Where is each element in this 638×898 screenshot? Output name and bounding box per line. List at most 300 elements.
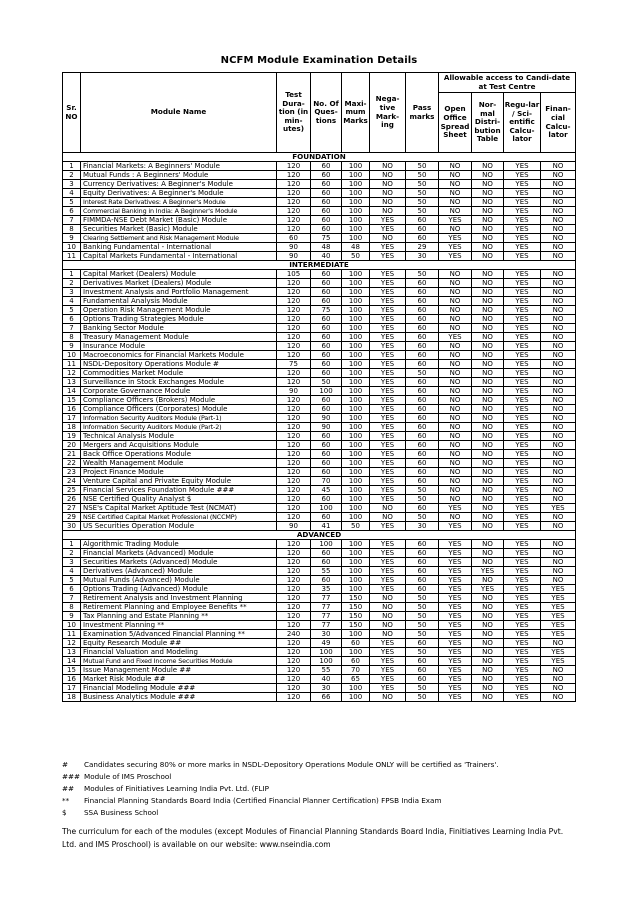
- negative-marking-cell: NO: [370, 234, 406, 243]
- pass-marks-cell: 60: [406, 666, 439, 675]
- normal-table-cell: NO: [472, 648, 504, 657]
- sr-no-cell: 2: [63, 549, 81, 558]
- duration-cell: 120: [277, 306, 311, 315]
- max-marks-cell: 100: [342, 504, 370, 513]
- duration-cell: 120: [277, 657, 311, 666]
- duration-cell: 120: [277, 666, 311, 675]
- sci-calculator-cell: YES: [504, 657, 541, 666]
- duration-cell: 120: [277, 639, 311, 648]
- duration-cell: 90: [277, 522, 311, 531]
- note-text: Candidates securing 80% or more marks in NSDL-Depository Operations Module ONLY will be certified as 'Trainers'.: [84, 760, 499, 769]
- normal-table-cell: NO: [472, 315, 504, 324]
- open-office-cell: NO: [439, 225, 472, 234]
- note-item: [62, 759, 582, 771]
- sr-no-cell: 8: [63, 225, 81, 234]
- table-row: [63, 648, 576, 657]
- table-row: [63, 333, 576, 342]
- open-office-cell: YES: [439, 693, 472, 702]
- sci-calculator-cell: YES: [504, 513, 541, 522]
- max-marks-cell: 60: [342, 639, 370, 648]
- questions-cell: 45: [311, 486, 342, 495]
- duration-cell: 120: [277, 477, 311, 486]
- module-name-cell: Examination 5/Advanced Financial Planning **: [81, 630, 277, 639]
- fin-calculator-cell: YES: [541, 621, 576, 630]
- fin-calculator-cell: NO: [541, 639, 576, 648]
- sr-no-cell: 5: [63, 306, 81, 315]
- module-name-cell: Equity Research Module ##: [81, 639, 277, 648]
- sr-no-cell: 6: [63, 315, 81, 324]
- open-office-cell: YES: [439, 603, 472, 612]
- fin-calculator-cell: YES: [541, 585, 576, 594]
- normal-table-cell: NO: [472, 351, 504, 360]
- questions-cell: 60: [311, 342, 342, 351]
- sci-calculator-cell: YES: [504, 414, 541, 423]
- questions-cell: 77: [311, 603, 342, 612]
- module-name-cell: Insurance Module: [81, 342, 277, 351]
- negative-marking-cell: YES: [370, 549, 406, 558]
- pass-marks-cell: 60: [406, 405, 439, 414]
- negative-marking-cell: NO: [370, 603, 406, 612]
- open-office-cell: YES: [439, 684, 472, 693]
- sci-calculator-cell: YES: [504, 594, 541, 603]
- fin-calculator-cell: NO: [541, 243, 576, 252]
- sci-calculator-cell: YES: [504, 171, 541, 180]
- module-name-cell: Capital Markets Fundamental - International: [81, 252, 277, 261]
- table-row: [63, 180, 576, 189]
- module-name-cell: Derivatives (Advanced) Module: [81, 567, 277, 576]
- negative-marking-cell: YES: [370, 648, 406, 657]
- sr-no-cell: 13: [63, 648, 81, 657]
- fin-calculator-cell: NO: [541, 423, 576, 432]
- negative-marking-cell: YES: [370, 675, 406, 684]
- module-name-cell: Business Analytics Module ###: [81, 693, 277, 702]
- sci-calculator-cell: YES: [504, 180, 541, 189]
- sr-no-cell: 15: [63, 396, 81, 405]
- max-marks-cell: 100: [342, 270, 370, 279]
- table-row: [63, 522, 576, 531]
- pass-marks-cell: 60: [406, 567, 439, 576]
- module-name-cell: Financial Services Foundation Module ###: [81, 486, 277, 495]
- questions-cell: 66: [311, 693, 342, 702]
- questions-cell: 60: [311, 405, 342, 414]
- duration-cell: 120: [277, 342, 311, 351]
- sr-no-cell: 4: [63, 297, 81, 306]
- table-row: [63, 414, 576, 423]
- fin-calculator-cell: YES: [541, 594, 576, 603]
- max-marks-cell: 100: [342, 378, 370, 387]
- duration-cell: 120: [277, 549, 311, 558]
- module-name-cell: Mergers and Acquisitions Module: [81, 441, 277, 450]
- duration-cell: 120: [277, 207, 311, 216]
- sci-calculator-cell: YES: [504, 648, 541, 657]
- pass-marks-cell: 50: [406, 495, 439, 504]
- module-name-cell: Back Office Operations Module: [81, 450, 277, 459]
- fin-calculator-cell: NO: [541, 522, 576, 531]
- normal-table-cell: NO: [472, 441, 504, 450]
- duration-cell: 120: [277, 378, 311, 387]
- sci-calculator-cell: YES: [504, 675, 541, 684]
- duration-cell: 120: [277, 171, 311, 180]
- pass-marks-cell: 50: [406, 603, 439, 612]
- negative-marking-cell: NO: [370, 612, 406, 621]
- fin-calculator-cell: NO: [541, 351, 576, 360]
- module-name-cell: Operation Risk Management Module: [81, 306, 277, 315]
- table-row: [63, 423, 576, 432]
- header-pass: Pass marks: [406, 73, 439, 153]
- questions-cell: 60: [311, 162, 342, 171]
- max-marks-cell: 60: [342, 657, 370, 666]
- sr-no-cell: 1: [63, 270, 81, 279]
- sci-calculator-cell: YES: [504, 459, 541, 468]
- sr-no-cell: 25: [63, 486, 81, 495]
- max-marks-cell: 150: [342, 612, 370, 621]
- fin-calculator-cell: NO: [541, 369, 576, 378]
- duration-cell: 120: [277, 648, 311, 657]
- table-row: [63, 639, 576, 648]
- max-marks-cell: 100: [342, 468, 370, 477]
- module-name-cell: NSE Certified Capital Market Professional (NCCMP): [81, 513, 277, 522]
- questions-cell: 90: [311, 423, 342, 432]
- sci-calculator-cell: YES: [504, 432, 541, 441]
- sci-calculator-cell: YES: [504, 189, 541, 198]
- module-name-cell: Market Risk Module ##: [81, 675, 277, 684]
- negative-marking-cell: YES: [370, 342, 406, 351]
- pass-marks-cell: 60: [406, 351, 439, 360]
- pass-marks-cell: 60: [406, 216, 439, 225]
- sr-no-cell: 11: [63, 252, 81, 261]
- module-name-cell: Compliance Officers (Corporates) Module: [81, 405, 277, 414]
- sci-calculator-cell: YES: [504, 477, 541, 486]
- module-name-cell: Securities Market (Basic) Module: [81, 225, 277, 234]
- table-row: [63, 567, 576, 576]
- pass-marks-cell: 50: [406, 162, 439, 171]
- negative-marking-cell: YES: [370, 540, 406, 549]
- sr-no-cell: 5: [63, 198, 81, 207]
- normal-table-cell: NO: [472, 387, 504, 396]
- max-marks-cell: 100: [342, 630, 370, 639]
- sci-calculator-cell: YES: [504, 225, 541, 234]
- negative-marking-cell: YES: [370, 486, 406, 495]
- normal-table-cell: NO: [472, 549, 504, 558]
- table-row: [63, 675, 576, 684]
- max-marks-cell: 50: [342, 522, 370, 531]
- normal-table-cell: NO: [472, 234, 504, 243]
- duration-cell: 120: [277, 414, 311, 423]
- sr-no-cell: 14: [63, 387, 81, 396]
- questions-cell: 40: [311, 675, 342, 684]
- note-item: [62, 783, 582, 795]
- sr-no-cell: 30: [63, 522, 81, 531]
- sr-no-cell: 9: [63, 612, 81, 621]
- normal-table-cell: NO: [472, 306, 504, 315]
- negative-marking-cell: YES: [370, 666, 406, 675]
- sci-calculator-cell: YES: [504, 630, 541, 639]
- questions-cell: 30: [311, 630, 342, 639]
- sr-no-cell: 17: [63, 684, 81, 693]
- sci-calculator-cell: YES: [504, 450, 541, 459]
- sci-calculator-cell: YES: [504, 297, 541, 306]
- normal-table-cell: NO: [472, 414, 504, 423]
- duration-cell: 120: [277, 684, 311, 693]
- max-marks-cell: 100: [342, 414, 370, 423]
- normal-table-cell: NO: [472, 459, 504, 468]
- max-marks-cell: 100: [342, 558, 370, 567]
- duration-cell: 120: [277, 405, 311, 414]
- duration-cell: 120: [277, 558, 311, 567]
- questions-cell: 60: [311, 297, 342, 306]
- sr-no-cell: 19: [63, 432, 81, 441]
- questions-cell: 100: [311, 540, 342, 549]
- questions-cell: 60: [311, 288, 342, 297]
- sr-no-cell: 7: [63, 324, 81, 333]
- duration-cell: 120: [277, 576, 311, 585]
- duration-cell: 120: [277, 162, 311, 171]
- module-name-cell: Clearing Settlement and Risk Management Module: [81, 234, 277, 243]
- pass-marks-cell: 30: [406, 522, 439, 531]
- pass-marks-cell: 60: [406, 576, 439, 585]
- duration-cell: 120: [277, 513, 311, 522]
- max-marks-cell: 50: [342, 252, 370, 261]
- normal-table-cell: NO: [472, 693, 504, 702]
- module-name-cell: Project Finance Module: [81, 468, 277, 477]
- module-name-cell: Commercial Banking in India: A Beginner's Module: [81, 207, 277, 216]
- open-office-cell: NO: [439, 171, 472, 180]
- negative-marking-cell: YES: [370, 432, 406, 441]
- questions-cell: 40: [311, 252, 342, 261]
- module-name-cell: Financial Valuation and Modeling: [81, 648, 277, 657]
- sci-calculator-cell: YES: [504, 549, 541, 558]
- questions-cell: 30: [311, 684, 342, 693]
- sr-no-cell: 6: [63, 585, 81, 594]
- negative-marking-cell: YES: [370, 567, 406, 576]
- note-symbol: **: [62, 796, 70, 805]
- table-row: [63, 693, 576, 702]
- questions-cell: 48: [311, 243, 342, 252]
- fin-calculator-cell: NO: [541, 270, 576, 279]
- sci-calculator-cell: YES: [504, 288, 541, 297]
- sci-calculator-cell: YES: [504, 324, 541, 333]
- questions-cell: 100: [311, 648, 342, 657]
- table-row: [63, 486, 576, 495]
- module-name-cell: Mutual Funds : A Beginners' Module: [81, 171, 277, 180]
- module-name-cell: Mutual Fund and Fixed Income Securities Module: [81, 657, 277, 666]
- questions-cell: 60: [311, 324, 342, 333]
- fin-calculator-cell: NO: [541, 558, 576, 567]
- open-office-cell: NO: [439, 387, 472, 396]
- max-marks-cell: 100: [342, 585, 370, 594]
- open-office-cell: NO: [439, 342, 472, 351]
- negative-marking-cell: NO: [370, 621, 406, 630]
- table-row: [63, 288, 576, 297]
- negative-marking-cell: YES: [370, 270, 406, 279]
- module-name-cell: Banking Fundamental - International: [81, 243, 277, 252]
- duration-cell: 120: [277, 324, 311, 333]
- negative-marking-cell: YES: [370, 450, 406, 459]
- negative-marking-cell: YES: [370, 360, 406, 369]
- fin-calculator-cell: NO: [541, 450, 576, 459]
- normal-table-cell: NO: [472, 171, 504, 180]
- max-marks-cell: 100: [342, 693, 370, 702]
- open-office-cell: NO: [439, 198, 472, 207]
- negative-marking-cell: NO: [370, 162, 406, 171]
- pass-marks-cell: 60: [406, 306, 439, 315]
- sci-calculator-cell: YES: [504, 504, 541, 513]
- pass-marks-cell: 60: [406, 297, 439, 306]
- sr-no-cell: 12: [63, 369, 81, 378]
- sr-no-cell: 17: [63, 414, 81, 423]
- normal-table-cell: NO: [472, 657, 504, 666]
- open-office-cell: YES: [439, 504, 472, 513]
- table-row: [63, 540, 576, 549]
- fin-calculator-cell: NO: [541, 684, 576, 693]
- section-row: [63, 153, 576, 162]
- pass-marks-cell: 60: [406, 360, 439, 369]
- negative-marking-cell: NO: [370, 693, 406, 702]
- module-table: [62, 72, 576, 702]
- questions-cell: 60: [311, 369, 342, 378]
- open-office-cell: NO: [439, 423, 472, 432]
- pass-marks-cell: 60: [406, 504, 439, 513]
- fin-calculator-cell: NO: [541, 576, 576, 585]
- max-marks-cell: 100: [342, 333, 370, 342]
- open-office-cell: NO: [439, 396, 472, 405]
- table-row: [63, 441, 576, 450]
- questions-cell: 60: [311, 396, 342, 405]
- open-office-cell: NO: [439, 360, 472, 369]
- pass-marks-cell: 60: [406, 234, 439, 243]
- duration-cell: 120: [277, 450, 311, 459]
- module-name-cell: Corporate Governance Module: [81, 387, 277, 396]
- negative-marking-cell: NO: [370, 630, 406, 639]
- pass-marks-cell: 60: [406, 225, 439, 234]
- module-name-cell: Technical Analysis Module: [81, 432, 277, 441]
- table-row: [63, 405, 576, 414]
- fin-calculator-cell: NO: [541, 675, 576, 684]
- pass-marks-cell: 50: [406, 513, 439, 522]
- duration-cell: 120: [277, 423, 311, 432]
- questions-cell: 75: [311, 306, 342, 315]
- open-office-cell: YES: [439, 585, 472, 594]
- negative-marking-cell: YES: [370, 324, 406, 333]
- normal-table-cell: NO: [472, 243, 504, 252]
- sr-no-cell: 10: [63, 243, 81, 252]
- open-office-cell: NO: [439, 180, 472, 189]
- normal-table-cell: NO: [472, 513, 504, 522]
- module-name-cell: Retirement Planning and Employee Benefits **: [81, 603, 277, 612]
- sci-calculator-cell: YES: [504, 405, 541, 414]
- open-office-cell: YES: [439, 540, 472, 549]
- pass-marks-cell: 60: [406, 657, 439, 666]
- table-row: [63, 189, 576, 198]
- duration-cell: 120: [277, 225, 311, 234]
- pass-marks-cell: 60: [406, 459, 439, 468]
- sr-no-cell: 21: [63, 450, 81, 459]
- questions-cell: 60: [311, 216, 342, 225]
- negative-marking-cell: YES: [370, 477, 406, 486]
- pass-marks-cell: 60: [406, 288, 439, 297]
- table-row: [63, 171, 576, 180]
- pass-marks-cell: 30: [406, 252, 439, 261]
- pass-marks-cell: 50: [406, 486, 439, 495]
- module-name-cell: Banking Sector Module: [81, 324, 277, 333]
- open-office-cell: NO: [439, 189, 472, 198]
- duration-cell: 120: [277, 351, 311, 360]
- max-marks-cell: 100: [342, 405, 370, 414]
- module-name-cell: Fundamental Analysis Module: [81, 297, 277, 306]
- questions-cell: 77: [311, 612, 342, 621]
- section-heading: ADVANCED: [63, 531, 576, 540]
- max-marks-cell: 100: [342, 684, 370, 693]
- module-name-cell: Issue Management Module ##: [81, 666, 277, 675]
- max-marks-cell: 100: [342, 216, 370, 225]
- questions-cell: 60: [311, 180, 342, 189]
- fin-calculator-cell: NO: [541, 540, 576, 549]
- sci-calculator-cell: YES: [504, 342, 541, 351]
- duration-cell: 120: [277, 603, 311, 612]
- module-name-cell: Tax Planning and Estate Planning **: [81, 612, 277, 621]
- table-row: [63, 450, 576, 459]
- normal-table-cell: NO: [472, 495, 504, 504]
- pass-marks-cell: 60: [406, 585, 439, 594]
- max-marks-cell: 100: [342, 306, 370, 315]
- normal-table-cell: NO: [472, 189, 504, 198]
- duration-cell: 120: [277, 333, 311, 342]
- page-title: NCFM Module Examination Details: [220, 55, 418, 66]
- sci-calculator-cell: YES: [504, 522, 541, 531]
- fin-calculator-cell: NO: [541, 441, 576, 450]
- sr-no-cell: 27: [63, 504, 81, 513]
- pass-marks-cell: 60: [406, 342, 439, 351]
- questions-cell: 70: [311, 477, 342, 486]
- normal-table-cell: NO: [472, 360, 504, 369]
- pass-marks-cell: 29: [406, 243, 439, 252]
- open-office-cell: NO: [439, 207, 472, 216]
- table-row: [63, 621, 576, 630]
- negative-marking-cell: YES: [370, 333, 406, 342]
- section-heading: INTERMEDIATE: [63, 261, 576, 270]
- pass-marks-cell: 50: [406, 684, 439, 693]
- table-row: [63, 315, 576, 324]
- duration-cell: 120: [277, 189, 311, 198]
- max-marks-cell: 100: [342, 315, 370, 324]
- sci-calculator-cell: YES: [504, 495, 541, 504]
- sr-no-cell: 18: [63, 693, 81, 702]
- sr-no-cell: 3: [63, 180, 81, 189]
- sr-no-cell: 15: [63, 666, 81, 675]
- max-marks-cell: 48: [342, 243, 370, 252]
- module-name-cell: Mutual Funds (Advanced) Module: [81, 576, 277, 585]
- table-row: [63, 243, 576, 252]
- sr-no-cell: 7: [63, 594, 81, 603]
- module-name-cell: Information Security Auditors Module (Part-2): [81, 423, 277, 432]
- section-row: [63, 261, 576, 270]
- normal-table-cell: YES: [472, 567, 504, 576]
- module-name-cell: Retirement Analysis and Investment Planning: [81, 594, 277, 603]
- sr-no-cell: 1: [63, 540, 81, 549]
- open-office-cell: YES: [439, 549, 472, 558]
- pass-marks-cell: 60: [406, 639, 439, 648]
- max-marks-cell: 70: [342, 666, 370, 675]
- table-row: [63, 324, 576, 333]
- negative-marking-cell: NO: [370, 207, 406, 216]
- sr-no-cell: 7: [63, 216, 81, 225]
- open-office-cell: YES: [439, 216, 472, 225]
- table-row: [63, 234, 576, 243]
- module-name-cell: Options Trading (Advanced) Module: [81, 585, 277, 594]
- max-marks-cell: 100: [342, 189, 370, 198]
- max-marks-cell: 100: [342, 342, 370, 351]
- sr-no-cell: 13: [63, 378, 81, 387]
